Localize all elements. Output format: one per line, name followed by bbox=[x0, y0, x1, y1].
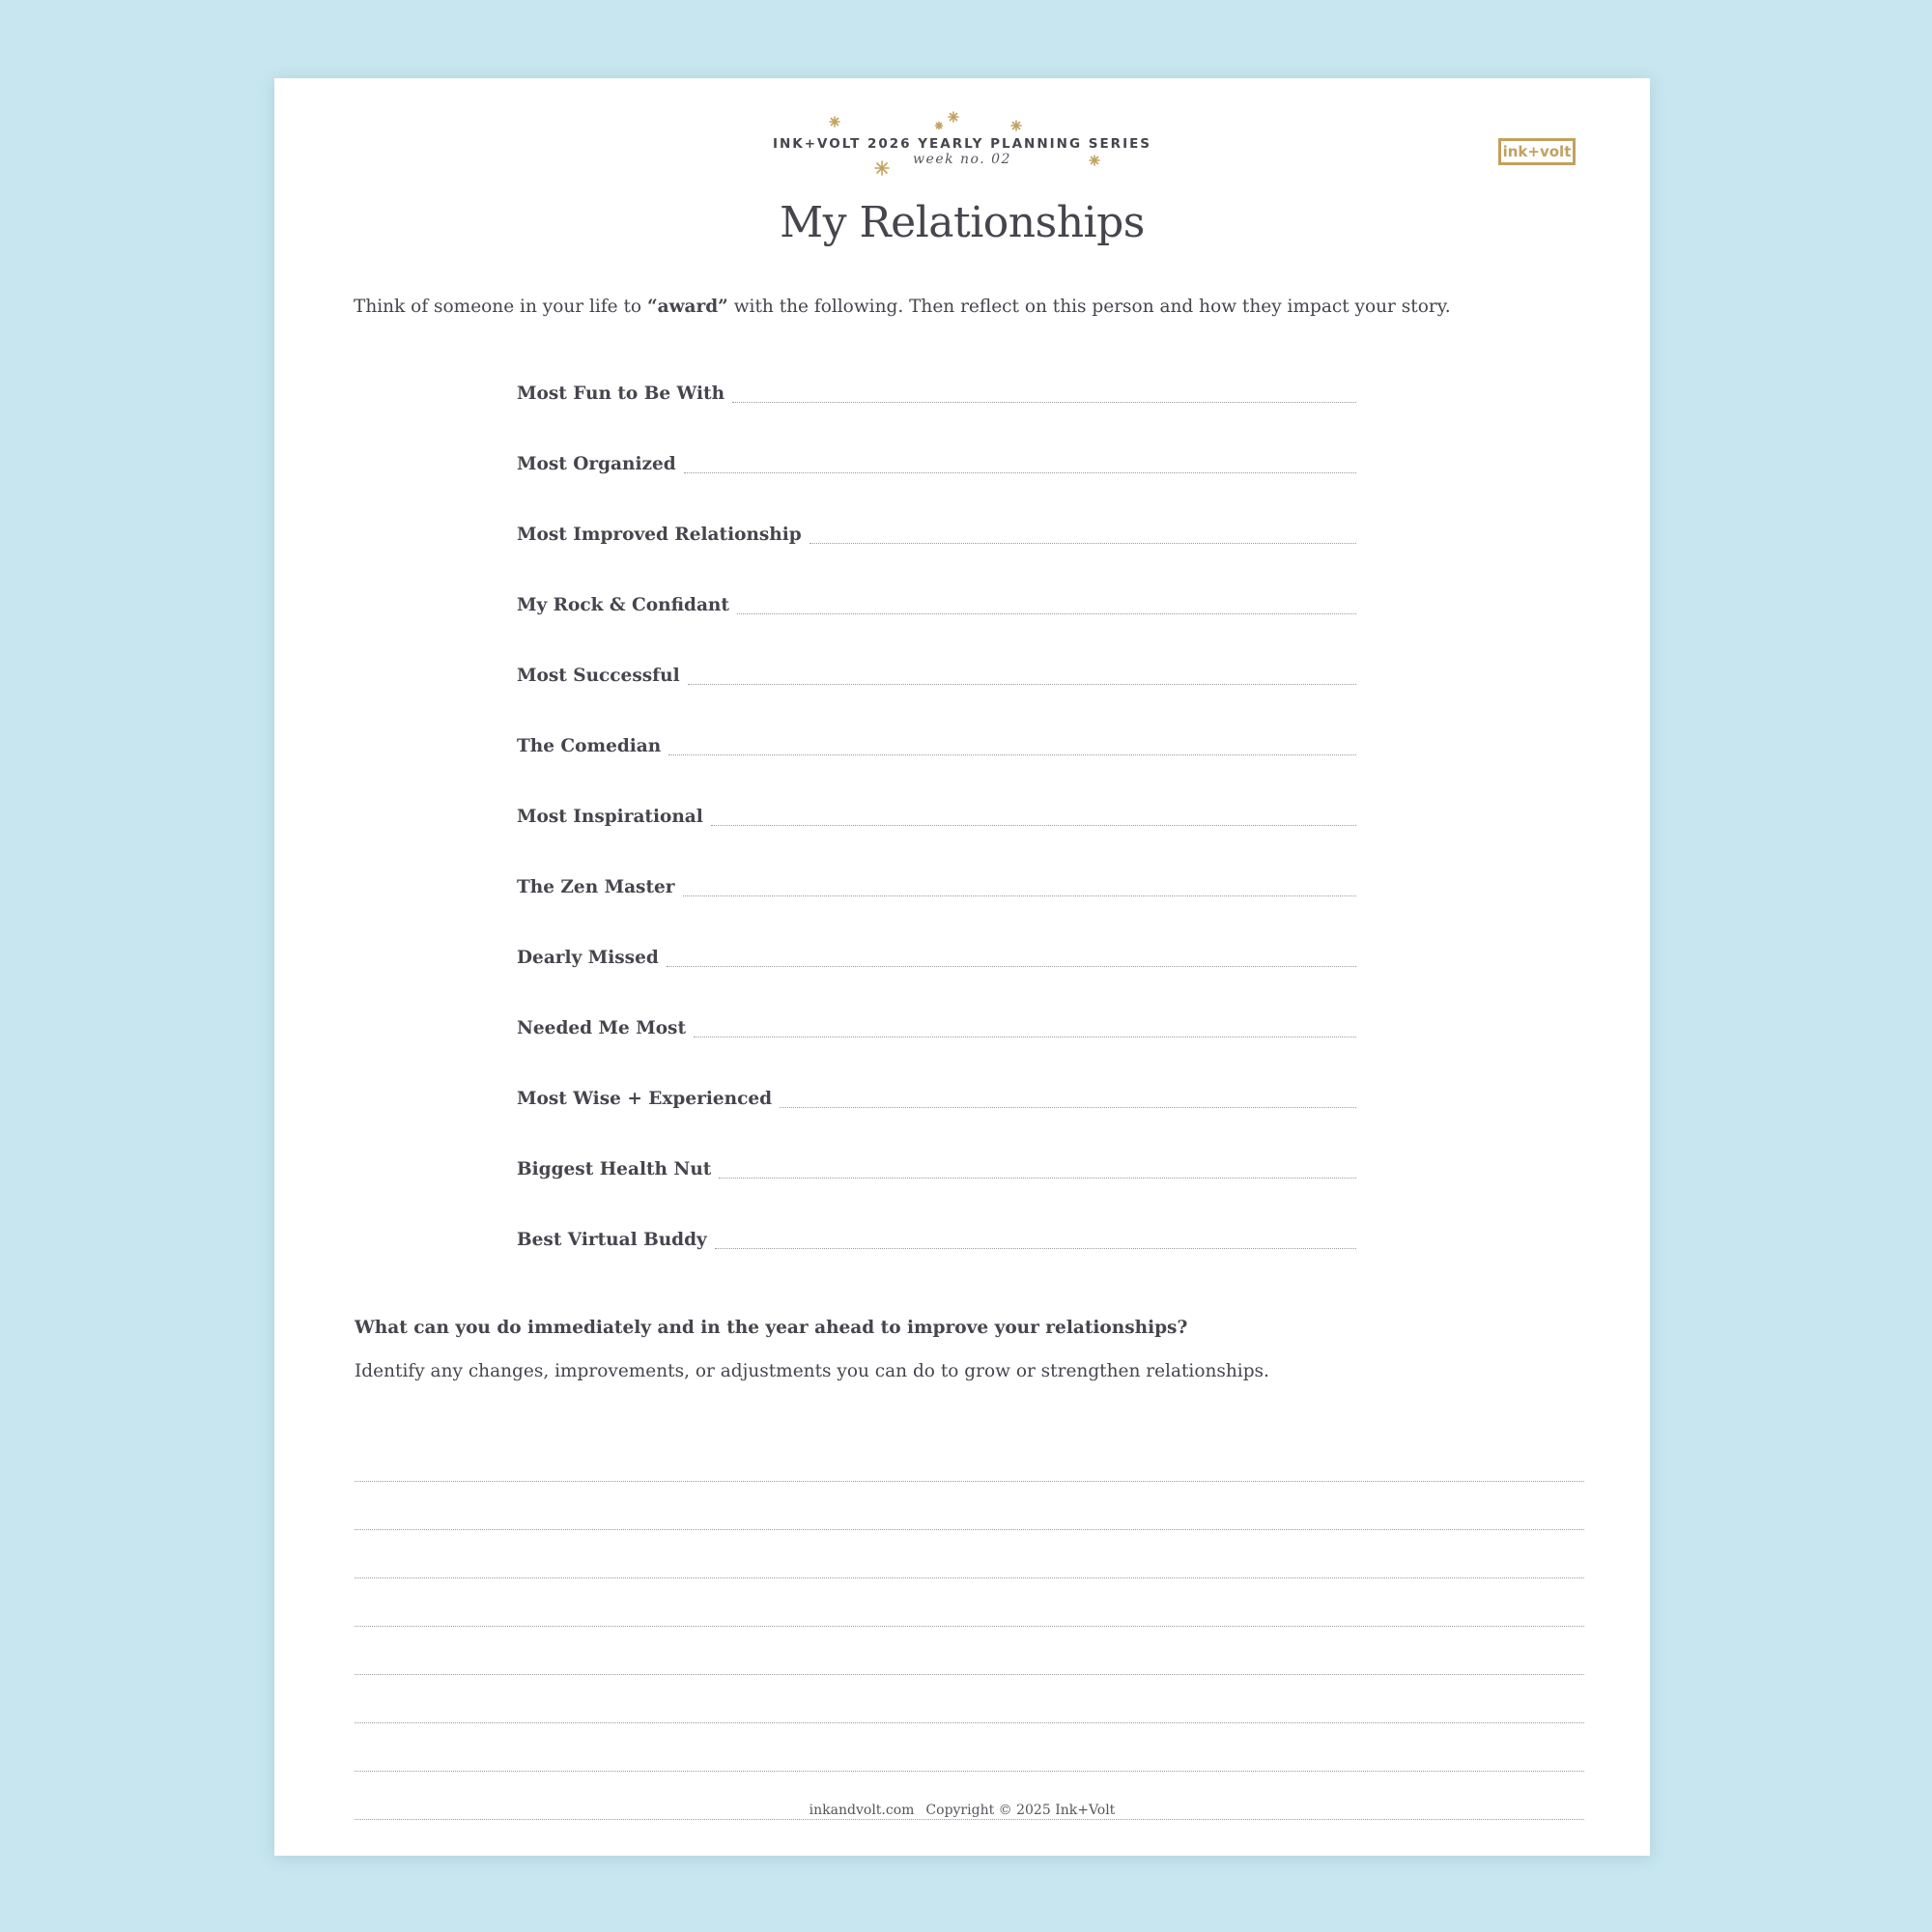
award-label: Biggest Health Nut bbox=[517, 1159, 712, 1179]
award-row bbox=[517, 446, 1356, 475]
logo-text: ink+volt bbox=[1502, 143, 1572, 160]
award-label: The Comedian bbox=[517, 736, 662, 756]
award-answer-line[interactable] bbox=[719, 1178, 1356, 1179]
award-answer-line[interactable] bbox=[780, 1107, 1356, 1108]
series-heading: INK+VOLT 2026 YEARLY PLANNING SERIES bbox=[772, 136, 1152, 152]
award-label: Needed Me Most bbox=[517, 1018, 687, 1038]
award-label: Most Wise + Experienced bbox=[517, 1089, 773, 1109]
award-label: Dearly Missed bbox=[517, 948, 659, 968]
writing-line[interactable] bbox=[355, 1627, 1584, 1675]
inkvolt-logo bbox=[1498, 138, 1576, 165]
award-answer-line[interactable] bbox=[688, 684, 1356, 685]
award-row bbox=[517, 1010, 1356, 1039]
award-row bbox=[517, 1081, 1356, 1110]
intro-after: with the following. Then reflect on this person and how they impact your story. bbox=[727, 297, 1451, 317]
award-row bbox=[517, 1151, 1356, 1180]
footer bbox=[274, 1803, 1650, 1818]
award-answer-line[interactable] bbox=[737, 613, 1356, 614]
award-row bbox=[517, 376, 1356, 405]
writing-line[interactable] bbox=[355, 1482, 1584, 1530]
writing-line[interactable] bbox=[355, 1675, 1584, 1723]
award-row bbox=[517, 940, 1356, 969]
award-label: My Rock & Confidant bbox=[517, 595, 729, 615]
writing-line[interactable] bbox=[355, 1530, 1584, 1578]
award-row bbox=[517, 1222, 1356, 1251]
intro-emphasis: “award” bbox=[646, 297, 728, 317]
award-label: Most Improved Relationship bbox=[517, 525, 802, 545]
award-row bbox=[517, 869, 1356, 898]
writing-line[interactable] bbox=[355, 1434, 1584, 1482]
award-label: Best Virtual Buddy bbox=[517, 1230, 707, 1250]
award-label: Most Organized bbox=[517, 454, 676, 474]
week-number: week no. 02 bbox=[913, 152, 1011, 167]
award-answer-line[interactable] bbox=[683, 895, 1356, 896]
award-row bbox=[517, 658, 1356, 687]
award-label: Most Fun to Be With bbox=[517, 384, 725, 404]
award-answer-line[interactable] bbox=[732, 402, 1356, 403]
award-answer-line[interactable] bbox=[810, 543, 1356, 544]
writing-line[interactable] bbox=[355, 1578, 1584, 1627]
page-title: My Relationships bbox=[780, 198, 1145, 247]
footer-website: inkandvolt.com bbox=[809, 1803, 915, 1818]
writing-lines bbox=[355, 1434, 1584, 1820]
award-row bbox=[517, 587, 1356, 616]
footer-copyright: Copyright © 2025 Ink+Volt bbox=[925, 1803, 1116, 1818]
award-answer-line[interactable] bbox=[684, 472, 1356, 473]
award-label: Most Successful bbox=[517, 666, 680, 686]
intro-text bbox=[354, 297, 1451, 317]
award-answer-line[interactable] bbox=[715, 1248, 1356, 1249]
award-label: Most Inspirational bbox=[517, 807, 703, 827]
award-list bbox=[517, 376, 1356, 1293]
award-answer-line[interactable] bbox=[711, 825, 1356, 826]
award-row bbox=[517, 799, 1356, 828]
reflection-question: What can you do immediately and in the year ahead to improve your relationships? bbox=[355, 1318, 1188, 1338]
award-answer-line[interactable] bbox=[668, 754, 1356, 755]
award-row bbox=[517, 517, 1356, 546]
award-answer-line[interactable] bbox=[667, 966, 1356, 967]
writing-line[interactable] bbox=[355, 1723, 1584, 1772]
award-row bbox=[517, 728, 1356, 757]
award-label: The Zen Master bbox=[517, 877, 675, 897]
intro-before: Think of someone in your life to bbox=[354, 297, 647, 317]
reflection-instruction: Identify any changes, improvements, or adjustments you can do to grow or strengthen relationships. bbox=[355, 1361, 1269, 1381]
worksheet-page bbox=[274, 78, 1650, 1856]
